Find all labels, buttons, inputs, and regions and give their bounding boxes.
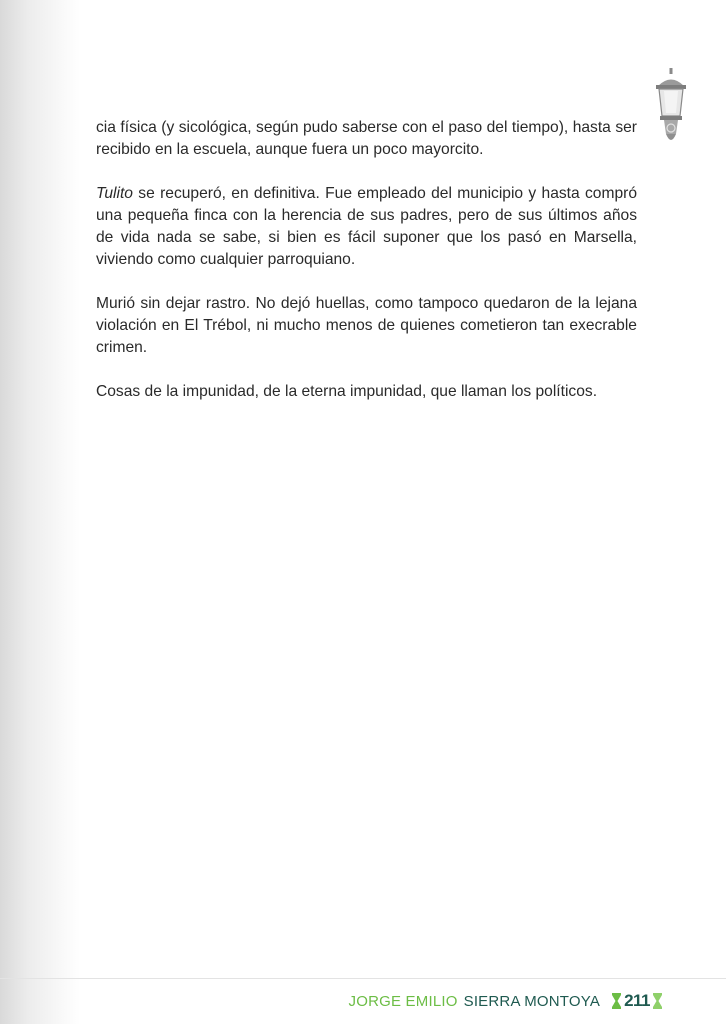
paragraph-3 bbox=[96, 293, 637, 359]
paragraph-3-text: Murió sin dejar rastro. No dejó huellas, como tampoco quedaron de la lejana violación en El Trébol, ni mucho menos de quienes cometieron tan execrable crimen. bbox=[96, 295, 637, 356]
page-number: 211 bbox=[624, 991, 650, 1010]
paragraph-2-text: se recuperó, en definitiva. Fue empleado del municipio y hasta compró una pequeña finca con la herencia de sus padres, pero de sus últimos años de vida nada se sabe, si bien es fácil suponer que los pasó en Marsella, viviendo como cualquier parroquiano. bbox=[96, 185, 637, 268]
page-gutter-shadow bbox=[0, 0, 80, 1024]
paragraph-1-text: cia física (y sicológica, según pudo saberse con el paso del tiempo), hasta ser recibido en la escuela, aunque fuera un poco mayorcito. bbox=[96, 119, 637, 158]
body-text bbox=[96, 117, 637, 425]
page-footer bbox=[349, 989, 662, 1013]
paragraph-4-text: Cosas de la impunidad, de la eterna impunidad, que llaman los políticos. bbox=[96, 383, 598, 400]
hourglass-icon bbox=[653, 993, 662, 1009]
hourglass-icon bbox=[612, 993, 621, 1009]
author-last-name: SIERRA MONTOYA bbox=[463, 992, 601, 1010]
page-number-box bbox=[612, 991, 662, 1011]
paragraph-2 bbox=[96, 183, 637, 271]
footer-divider bbox=[0, 978, 726, 979]
paragraph-1 bbox=[96, 117, 637, 161]
author-first-name: JORGE EMILIO bbox=[348, 992, 458, 1010]
street-lamp-icon bbox=[652, 68, 690, 152]
paragraph-4 bbox=[96, 381, 637, 403]
paragraph-2-italic-name: Tulito bbox=[96, 185, 133, 202]
